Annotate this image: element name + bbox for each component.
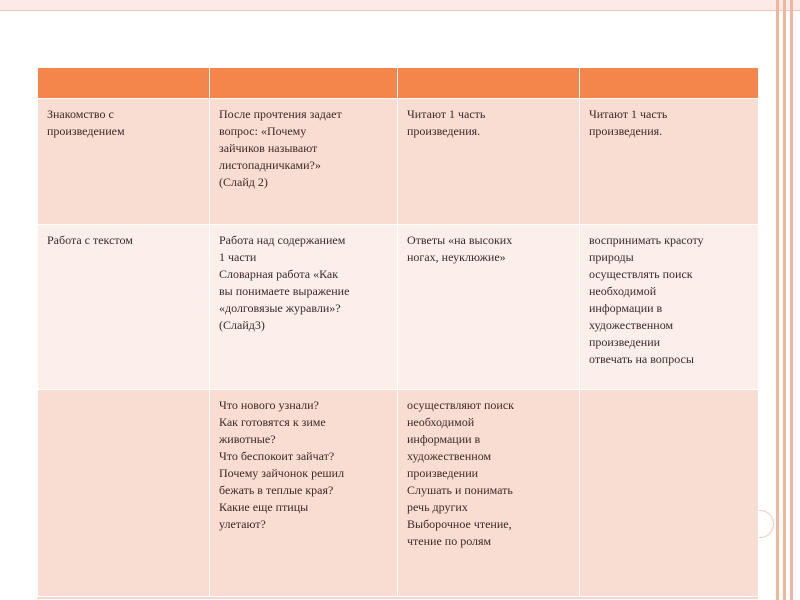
lesson-table	[37, 67, 759, 597]
cell-text-line: Слушать и понимать	[407, 483, 513, 497]
cell-text-line: необходимой	[589, 284, 657, 298]
cell-text-line: произведения.	[407, 124, 481, 138]
cell-text-line: воспринимать красоту	[589, 233, 704, 247]
cell-text-line: вы понимаете выражение	[219, 284, 350, 298]
slide-top-band	[0, 0, 800, 10]
cell-text-line: Какие еще птицы	[219, 500, 309, 514]
header-cell-3	[398, 68, 580, 99]
cell-text-line: «долговязые журавли»?	[219, 301, 341, 315]
cell-text-line: (Слайд 2)	[219, 175, 268, 189]
cell-text-line: речь других	[407, 500, 468, 514]
cell-text-line: Читают 1 часть	[589, 107, 668, 121]
teacher-activity-cell	[210, 390, 398, 597]
cell-text-line: Что нового узнали?	[219, 398, 319, 412]
stage-cell	[38, 99, 210, 225]
cell-text-line: листопадничками?»	[219, 158, 321, 172]
cell-text-line: ногах, неуклюжие»	[407, 250, 506, 264]
stage-cell	[38, 390, 210, 597]
cell-text-line: отвечать на вопросы	[589, 352, 694, 366]
header-cell-2	[210, 68, 398, 99]
cell-text-line: Почему зайчонок решил	[219, 466, 345, 480]
table-header-row	[38, 68, 759, 99]
cell-text-line: Выборочное чтение,	[407, 517, 512, 531]
skills-cell	[580, 225, 759, 390]
cell-text-line: Работа с текстом	[47, 233, 133, 247]
cell-text-line: художественном	[589, 318, 674, 332]
cell-text-line: вопрос: «Почему	[219, 124, 307, 138]
cell-text-line: природы	[589, 250, 634, 264]
teacher-activity-cell	[210, 225, 398, 390]
student-activity-cell	[398, 99, 580, 225]
cell-text-line: зайчиков называют	[219, 141, 318, 155]
cell-text-line: Что беспокоит зайчат?	[219, 449, 335, 463]
cell-text-line: осуществлять поиск	[589, 267, 693, 281]
cell-text-line: Знакомство с	[47, 107, 114, 121]
header-cell-1	[38, 68, 210, 99]
cell-text-line: После прочтения задает	[219, 107, 342, 121]
cell-text-line: (Слайд3)	[219, 318, 265, 332]
cell-text-line: художественном	[407, 449, 492, 463]
skills-cell	[580, 390, 759, 597]
cell-text-line: произведения.	[589, 124, 663, 138]
cell-text-line: произведением	[47, 124, 125, 138]
table-row	[38, 99, 759, 225]
student-activity-cell	[398, 225, 580, 390]
cell-text-line: Читают 1 часть	[407, 107, 486, 121]
cell-text-line: Словарная работа «Как	[219, 267, 339, 281]
cell-text-line: произведении	[589, 335, 661, 349]
cell-text-line: бежать в теплые края?	[219, 483, 334, 497]
decorative-stripe-3	[790, 0, 793, 600]
cell-text-line: необходимой	[407, 415, 475, 429]
cell-text-line: осуществляют поиск	[407, 398, 514, 412]
decorative-stripe-2	[783, 0, 786, 600]
cell-text-line: животные?	[219, 432, 276, 446]
cell-text-line: информации в	[589, 301, 663, 315]
skills-cell	[580, 99, 759, 225]
table-row	[38, 390, 759, 597]
table-row	[38, 225, 759, 390]
cell-text-line: произведении	[407, 466, 479, 480]
cell-text-line: чтение по ролям	[407, 534, 492, 548]
teacher-activity-cell	[210, 99, 398, 225]
cell-text-line: Работа над содержанием	[219, 233, 346, 247]
student-activity-cell	[398, 390, 580, 597]
cell-text-line: улетают?	[219, 517, 266, 531]
stage-cell	[38, 225, 210, 390]
header-cell-4	[580, 68, 759, 99]
cell-text-line: Ответы «на высоких	[407, 233, 513, 247]
cell-text-line: информации в	[407, 432, 481, 446]
cell-text-line: Как готовятся к зиме	[219, 415, 326, 429]
table-bottom-rule	[37, 597, 758, 599]
cell-text-line: 1 части	[219, 250, 257, 264]
decorative-stripe-1	[776, 0, 779, 600]
slide-top-band-border	[0, 10, 800, 11]
